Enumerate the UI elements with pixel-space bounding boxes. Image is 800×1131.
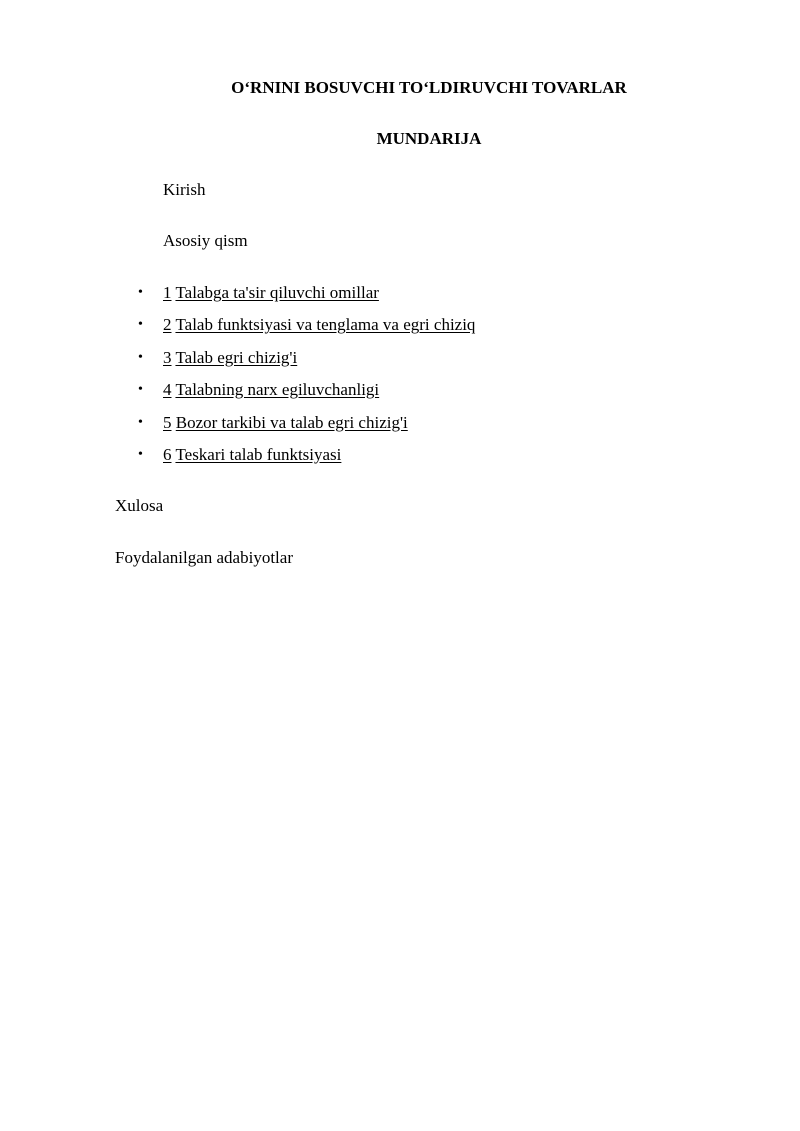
- toc-link-label[interactable]: Talabga ta'sir qiluvchi omillar: [175, 283, 379, 302]
- toc-link-number[interactable]: 5: [163, 412, 172, 432]
- toc-link-item[interactable]: [130, 443, 475, 475]
- toc-link-label[interactable]: Bozor tarkibi va talab egri chizig'i: [175, 412, 408, 432]
- toc-link-label[interactable]: Talabning narx egiluvchanligi: [175, 380, 380, 400]
- toc-link-item[interactable]: [130, 378, 475, 410]
- toc-link-label[interactable]: Talab egri chizig'i: [175, 347, 298, 367]
- toc-link-number[interactable]: 2: [163, 315, 172, 335]
- toc-link-number[interactable]: 6: [163, 444, 172, 464]
- toc-list: [130, 281, 475, 475]
- toc-entry-references: Foydalanilgan adabiyotlar: [115, 548, 293, 567]
- document-title: O‘RNINI BOSUVCHI TO‘LDIRUVCHI TOVARLAR: [231, 78, 627, 97]
- toc-entry-main-part: Asosiy qism: [163, 231, 248, 250]
- toc-link-number[interactable]: 1: [163, 283, 172, 302]
- toc-link-label[interactable]: Teskari talab funktsiyasi: [175, 444, 342, 464]
- bullet-icon: •: [138, 414, 143, 430]
- toc-link-number[interactable]: 4: [163, 380, 172, 400]
- bullet-icon: •: [138, 317, 143, 333]
- toc-heading: MUNDARIJA: [376, 129, 482, 148]
- bullet-icon: •: [138, 285, 143, 300]
- toc-link-item[interactable]: [130, 346, 475, 378]
- toc-link-item[interactable]: [130, 281, 475, 313]
- bullet-icon: •: [138, 446, 143, 462]
- bullet-icon: •: [138, 382, 143, 398]
- toc-link-number[interactable]: 3: [163, 347, 172, 367]
- toc-link-item[interactable]: [130, 411, 475, 443]
- toc-link-label[interactable]: Talab funktsiyasi va tenglama va egri chiziq: [175, 315, 476, 335]
- bullet-icon: •: [138, 349, 143, 365]
- toc-link-item[interactable]: [130, 313, 475, 345]
- toc-entry-intro: Kirish: [163, 180, 206, 199]
- toc-entry-conclusion: Xulosa: [115, 496, 164, 515]
